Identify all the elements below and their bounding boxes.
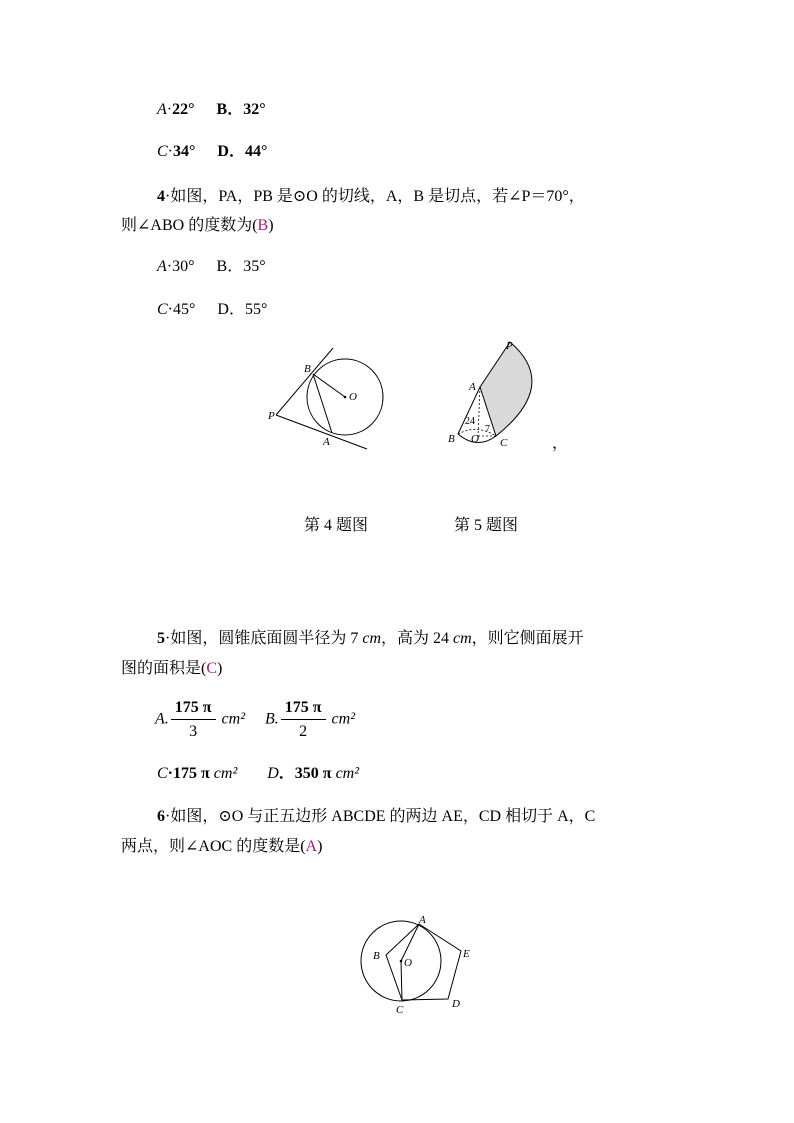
q5-stem-line-1: [157, 629, 584, 649]
q4-option-c-letter: C: [157, 301, 168, 318]
q6-stem-text-2: 两点，则∠AOC 的度数是(: [121, 838, 306, 855]
q5-option-a-numerator: 175 π: [171, 699, 216, 720]
fig6-radius-oc: [401, 961, 402, 1000]
q5-option-c-value: ·175 π: [167, 765, 210, 782]
fig6-radius-oa: [401, 924, 419, 961]
fig6-label-e: E: [463, 948, 470, 960]
q4-option-b: B．35°: [216, 258, 266, 275]
q4-stem-text-2: 则∠ABO 的度数为(: [121, 217, 258, 234]
q4-option-a-letter: A: [157, 258, 167, 275]
fig5-label-o: O: [471, 433, 479, 445]
fig4-tangent-pa: [276, 415, 367, 449]
fig6-label-c: C: [396, 1004, 404, 1016]
q5-unit-2: cm: [453, 630, 472, 647]
q5-options-row-2: [157, 764, 359, 784]
figure-6-pentagon: [355, 910, 485, 1020]
q3-option-b: B．32°: [216, 101, 266, 118]
q6-number: 6: [157, 808, 165, 825]
q3-option-a-sep: ·: [166, 101, 173, 118]
q5-options-row-1: [155, 699, 355, 741]
q5-option-b-denominator: 2: [299, 723, 308, 740]
q6-answer: A: [305, 838, 318, 855]
q6-stem-line-2: [121, 837, 322, 857]
fig4-chord-ab: [313, 374, 332, 433]
q5-option-a-unit: cm²: [221, 710, 245, 728]
q5-option-d-letter: D: [267, 765, 279, 782]
q4-option-d: D．55°: [217, 301, 268, 318]
q4-stem-text-1: ·如图，PA，PB 是⊙O 的切线，A，B 是切点，若∠P＝70°，: [165, 188, 585, 205]
q4-stem-line-1: [157, 187, 585, 207]
q3-option-c-letter: C: [157, 143, 168, 160]
q5-option-c-unit: cm²: [213, 765, 238, 782]
fig6-label-b: B: [373, 950, 380, 962]
fig4-label-a: A: [323, 436, 330, 448]
q5-answer: C: [206, 660, 218, 677]
q4-option-c-value: 45°: [173, 301, 196, 318]
q5-option-d-value: ．350 π: [278, 765, 332, 782]
fig5-label-p: P: [506, 340, 513, 352]
q6-stem-close: ): [317, 838, 323, 855]
fig4-radius-bo: [313, 374, 345, 397]
caption-figure-4: 第 4 题图: [304, 517, 369, 534]
q3-option-a-value: 22°: [172, 101, 195, 118]
fig6-label-o: O: [404, 957, 412, 969]
fig5-label-height: 24: [465, 416, 475, 427]
q5-option-a-denominator: 3: [189, 723, 198, 740]
fig5-label-a: A: [469, 381, 476, 393]
q5-option-a-fraction: [171, 699, 216, 741]
fig4-center-dot: [344, 396, 347, 399]
fig6-label-d: D: [452, 998, 460, 1010]
q4-answer: B: [257, 217, 269, 234]
fig5-label-c: C: [500, 437, 508, 449]
fig6-pentagon: [386, 924, 461, 1000]
q3-option-a-letter: A: [157, 101, 167, 118]
q5-stem-text-1a: ·如图，圆锥底面圆半径为 7: [165, 630, 363, 647]
figure-5-cone: [440, 335, 550, 455]
figure-4-tangents: [260, 340, 380, 460]
fig6-center-dot: [400, 960, 403, 963]
q5-option-b-letter: B.: [265, 710, 279, 728]
q5-unit-1: cm: [362, 630, 381, 647]
fig4-tangent-pb: [276, 348, 333, 415]
q5-option-d-unit: cm²: [335, 765, 360, 782]
q4-options-row-2: [157, 300, 267, 320]
q5-stem-text-1c: ，则它侧面展开: [471, 630, 584, 647]
q3-option-d: D．44°: [217, 143, 268, 160]
q6-stem-text-1: ·如图，⊙O 与正五边形 ABCDE 的两边 AE，CD 相切于 A，C: [165, 808, 596, 825]
q5-stem-text-2: 图的面积是(: [121, 660, 207, 677]
q3-option-c-value: 34°: [173, 143, 196, 160]
fig5-sector: [480, 342, 532, 436]
q5-stem-line-2: [121, 659, 222, 679]
q5-option-a-letter: A.: [155, 710, 169, 728]
q5-number: 5: [157, 630, 165, 647]
q5-option-c-letter: C: [157, 765, 168, 782]
q3-option-c-sep: ·: [167, 143, 173, 160]
figure-comma: ，: [552, 435, 569, 452]
fig6-label-a: A: [419, 914, 426, 926]
q5-stem-close: ): [217, 660, 223, 677]
q3-options-row-1: [157, 100, 266, 120]
q4-stem-close: ): [268, 217, 274, 234]
fig5-height: [478, 387, 480, 436]
q4-number: 4: [157, 188, 165, 205]
q4-option-a-value: 30°: [172, 258, 195, 275]
q4-option-c-sep: ·: [167, 301, 173, 318]
q5-option-b-numerator: 175 π: [281, 699, 326, 720]
fig5-label-b: B: [448, 433, 455, 445]
q4-option-a-sep: ·: [166, 258, 173, 275]
caption-figure-5: 第 5 题图: [454, 517, 519, 534]
fig4-label-b: B: [304, 363, 311, 375]
q5-option-b-fraction: [281, 699, 326, 741]
q4-stem-line-2: [121, 216, 274, 236]
fig5-label-radius: 7: [485, 424, 490, 435]
fig4-label-o: O: [349, 391, 357, 403]
q6-stem-line-1: [157, 807, 595, 827]
fig4-label-p: P: [268, 410, 275, 422]
q4-options-row-1: [157, 257, 266, 277]
q3-options-row-2: [157, 142, 267, 162]
q5-stem-text-1b: ，高为 24: [381, 630, 454, 647]
q5-option-b-unit: cm²: [331, 710, 355, 728]
